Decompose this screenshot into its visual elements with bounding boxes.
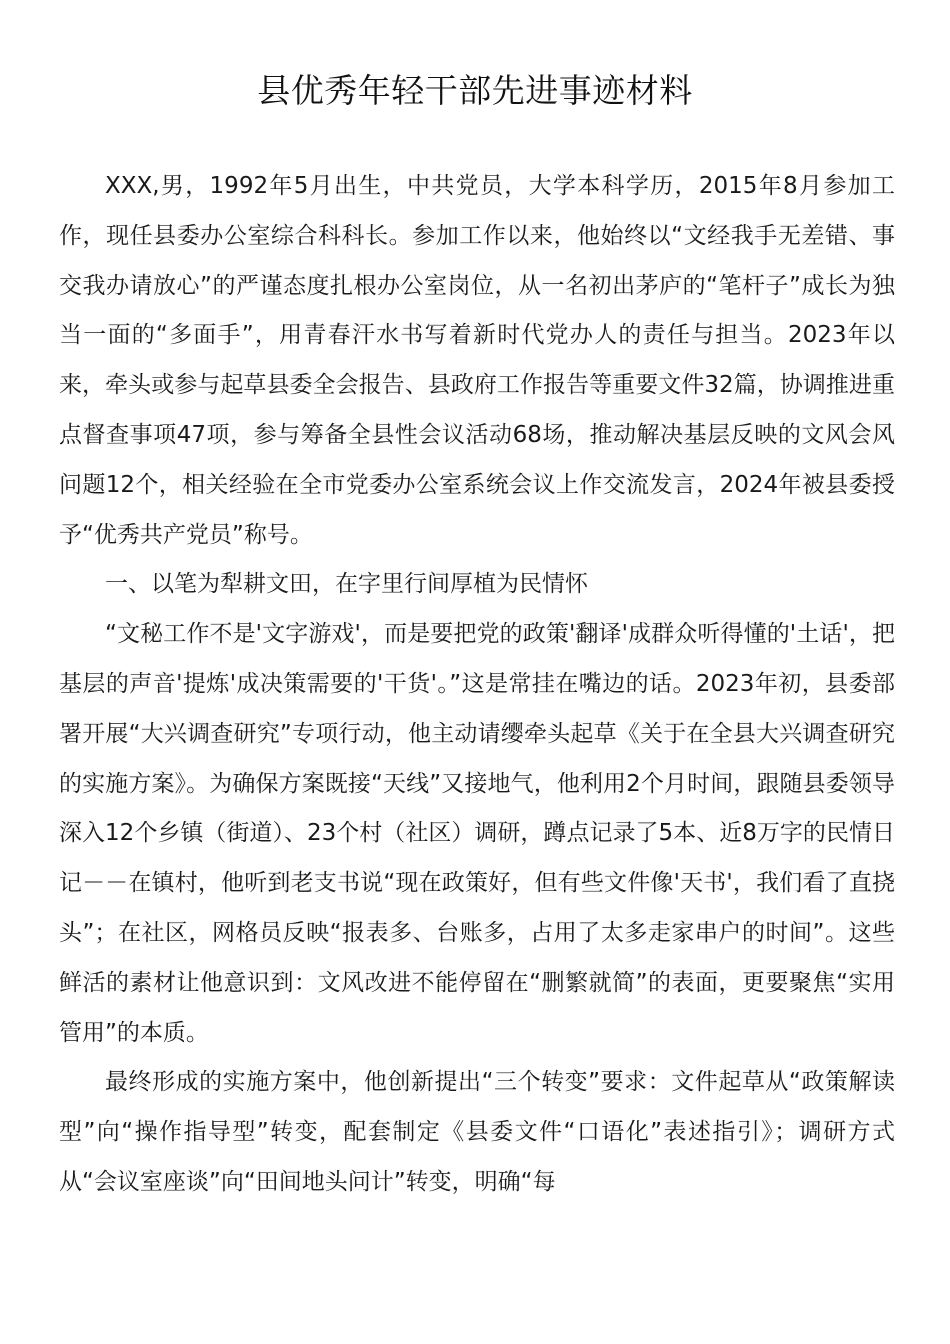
- paragraph-intro: XXX,男，1992年5月出生，中共党员，大学本科学历，2015年8月参加工作，现任县委办公室综合科科长。参加工作以来，他始终以“文经我手无差错、事交我办请放心”的严谨态度扎根办公室岗位，从一名初出茅庐的“笔杆子”成长为独当一面的“多面手”，用青春汗水书写着新时代党办人的责任与担当。2023年以来，牵头或参与起草县委全会报告、县政府工作报告等重要文件32篇，协调推进重点督查事项47项，参与筹备全县性会议活动68场，推动解决基层反映的文风会风问题12个，相关经验在全市党委办公室系统会议上作交流发言，2024年被县委授予“优秀共产党员”称号。: [59, 173, 895, 548]
- document-title: 县优秀年轻干部先进事迹材料: [257, 71, 693, 110]
- section-heading-1: 一、以笔为犁耕文田，在字里行间厚植为民情怀: [105, 571, 588, 598]
- paragraph-quote: “文秘工作不是'文字游戏'，而是要把党的政策'翻译'成群众听得懂的'土话'，把基层的声音'提炼'成决策需要的'干货'。”这是常挂在嘴边的话。2023年初，县委部署开展“大兴调查研究”专项行动，他主动请缨牵头起草《关于在全县大兴调查研究的实施方案》。为确保方案既接“天线”又接地气，他利用2个月时间，跟随县委领导深入12个乡镇（街道）、23个村（社区）调研，蹲点记录了5本、近8万字的民情日记－－在镇村，他听到老支书说“现在政策好，但有些文件像'天书'，我们看了直挠头”；在社区，网格员反映“报表多、台账多，占用了太多走家串户的时间”。这些鲜活的素材让他意识到：文风改进不能停留在“删繁就简”的表面，更要聚焦“实用管用”的本质。: [59, 621, 895, 1046]
- paragraph-plan: 最终形成的实施方案中，他创新提出“三个转变”要求：文件起草从“政策解读型”向“操作指导型”转变，配套制定《县委文件“口语化”表述指引》；调研方式从“会议室座谈”向“田间地头问计”转变，明确“每: [59, 1069, 895, 1195]
- document-body: [59, 162, 895, 1208]
